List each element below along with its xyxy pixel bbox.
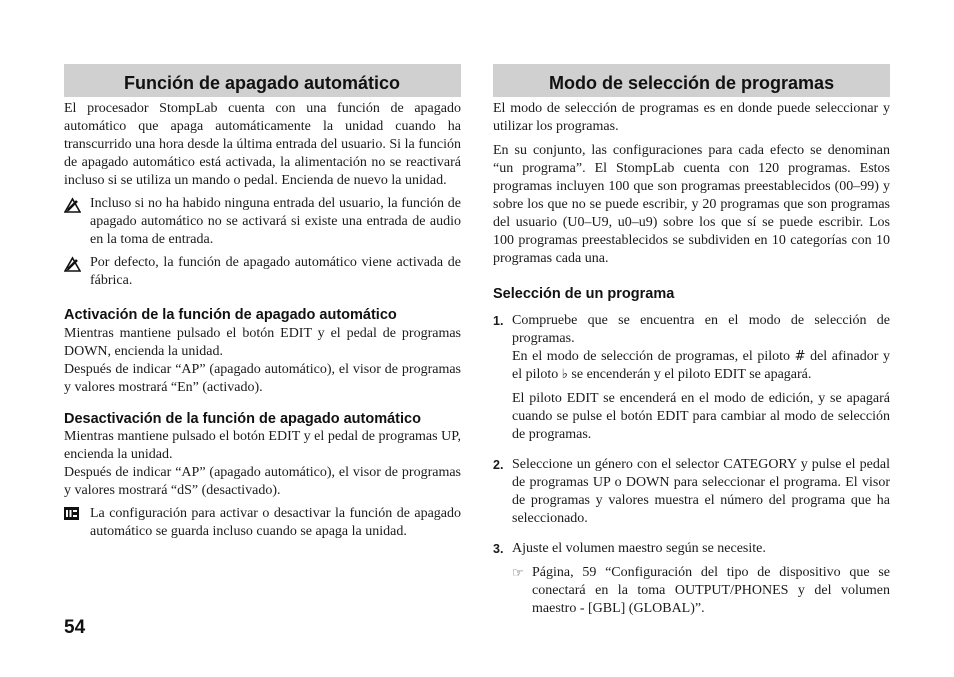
pencil-note-icon <box>64 254 90 277</box>
note-1 <box>64 195 461 249</box>
select-program-heading: Selección de un programa <box>493 286 675 302</box>
left-column <box>64 64 461 541</box>
activate-heading: Activación de la función de apagado automático <box>64 307 397 323</box>
left-section-title: Función de apagado automático <box>64 64 461 97</box>
step-3 <box>493 540 890 618</box>
step-3-number: 3. <box>493 542 504 556</box>
deactivate-step-2: Después de indicar “AP” (apagado automático), el visor de programas y valores mostrará “dS” (desactivado). <box>64 465 461 498</box>
step-2 <box>493 456 890 528</box>
note-3 <box>64 505 461 541</box>
right-column <box>493 64 890 618</box>
activate-step-1: Mientras mantiene pulsado el botón EDIT y el pedal de programas DOWN, encienda la unidad. <box>64 326 461 359</box>
note-icon <box>64 505 90 525</box>
step-1-text: Compruebe que se encuentra en el modo de selección de programas. <box>512 313 890 346</box>
step-1-number: 1. <box>493 314 504 328</box>
step-1-pilots: En el modo de selección de programas, el piloto # del afinador y el piloto ♭ se encenderán y el piloto EDIT se apagará. <box>512 349 890 382</box>
pointing-hand-icon: ☞ <box>512 565 524 580</box>
page-reference-text: Página, 59 “Configuración del tipo de dispositivo que se conectará en la toma OUTPUT/PHONES y del volumen maestro - [GBL] (GLOBAL)”. <box>532 565 890 616</box>
deactivate-step-1: Mientras mantiene pulsado el botón EDIT y el pedal de programas UP, encienda la unidad. <box>64 429 461 462</box>
step-1 <box>493 312 890 444</box>
activate-step-2: Después de indicar “AP” (apagado automático), el visor de programas y valores mostrará “En” (activado). <box>64 362 461 395</box>
left-intro: El procesador StompLab cuenta con una función de apagado automático que apaga automáticamente la unidad cuando ha transcurrido una hora desde la última entrada del usuario. Si la función de apagado automático está activada, la alimentación no se reactivará incluso si se utiliza un mando o pedal. Encienda de nuevo la unidad. <box>64 101 461 188</box>
right-section-title: Modo de selección de programas <box>493 64 890 97</box>
step-1-edit-note: El piloto EDIT se encenderá en el modo de edición, y se apagará cuando se pulse el botón EDIT para cambiar al modo de selección de programas. <box>512 391 890 442</box>
note-1-text: Incluso si no ha habido ninguna entrada del usuario, la función de apagado automático no se activará si existe una entrada de audio en la toma de entrada. <box>90 196 461 247</box>
right-programs-paragraph: En su conjunto, las configuraciones para cada efecto se denominan “un programa”. El StompLab cuenta con 120 programas. Estos programas incluyen 100 que son programas preestablecidos (00–99) y sobre los que no se puede escribir, y 20 programas que son programas del usuario (U0–U9, u0–u9) sobre los que sí se puede escribir. Los 100 programas preestablecidos se subdividen en 10 categorías con 10 programas cada una. <box>493 143 890 266</box>
note-2-text: Por defecto, la función de apagado automático viene activada de fábrica. <box>90 255 461 288</box>
flat-led-symbol: ♭ <box>561 367 568 382</box>
right-intro: El modo de selección de programas es en donde puede seleccionar y utilizar los programas. <box>493 101 890 134</box>
note-2 <box>64 254 461 290</box>
sharp-led-symbol: # <box>794 349 806 364</box>
page-number: 54 <box>64 617 86 638</box>
step-3-text: Ajuste el volumen maestro según se necesite. <box>512 541 766 556</box>
note-3-text: La configuración para activar o desactivar la función de apagado automático se guarda incluso cuando se apaga la unidad. <box>90 506 461 539</box>
pencil-note-icon <box>64 195 90 218</box>
step-2-text: Seleccione un género con el selector CATEGORY y pulse el pedal de programas UP o DOWN para seleccionar el programa. El visor de programas y valores muestra el número del programa que ha seleccionado. <box>512 457 890 526</box>
deactivate-heading: Desactivación de la función de apagado automático <box>64 411 421 427</box>
step-2-number: 2. <box>493 458 504 472</box>
page-reference <box>512 564 890 618</box>
